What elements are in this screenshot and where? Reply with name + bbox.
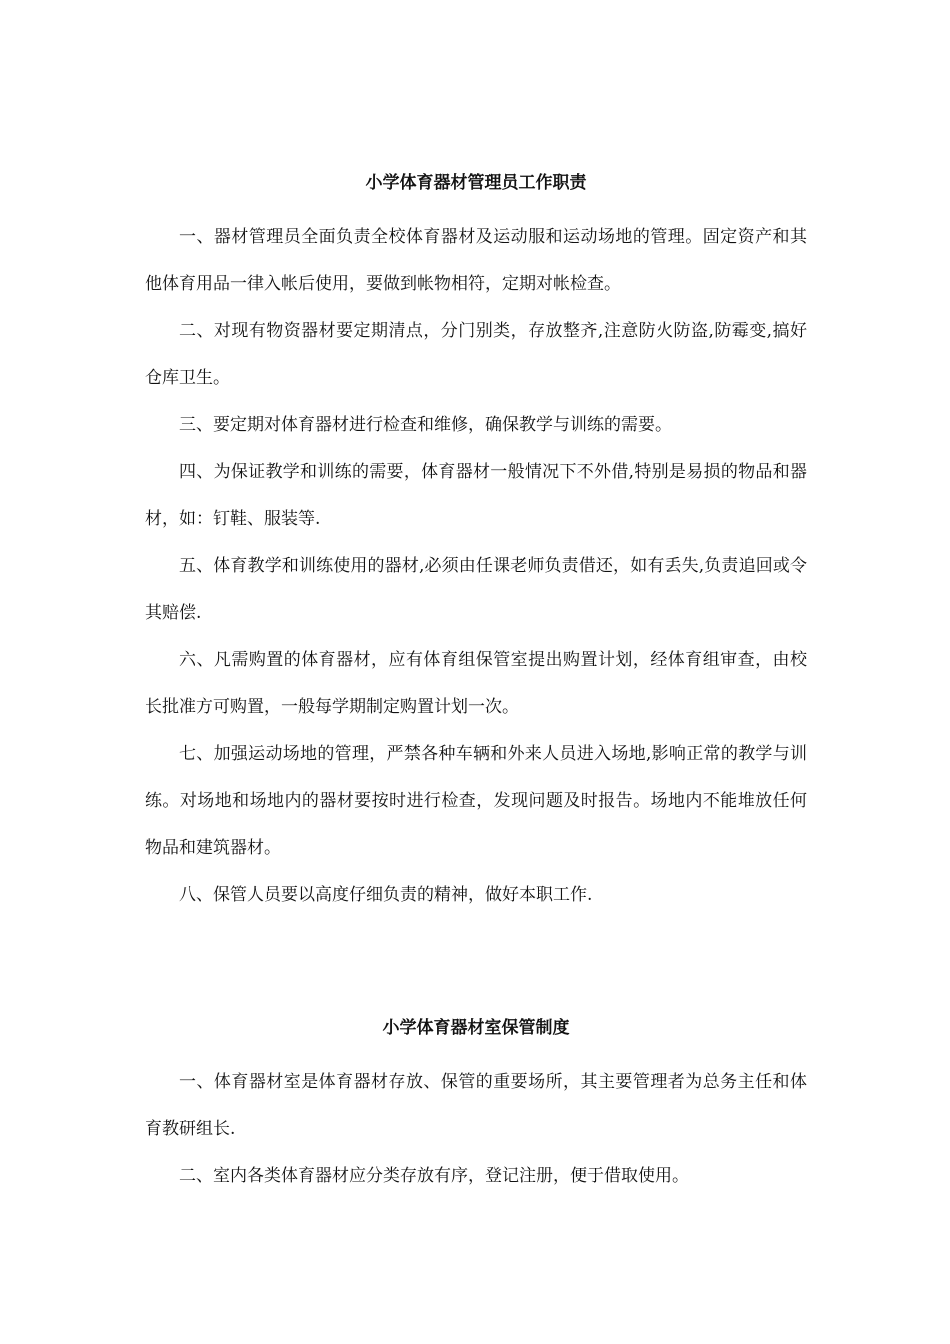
paragraph-2: 二、对现有物资器材要定期清点，分门别类，存放整齐,注意防火防盗,防霉变,搞好仓库卫生。 (145, 321, 807, 388)
paragraph-8: 八、保管人员要以高度仔细负责的精神，做好本职工作. (179, 885, 593, 905)
paragraph-1: 一、体育器材室是体育器材存放、保管的重要场所，其主要管理者为总务主任和体育教研组长. (145, 1072, 807, 1139)
paragraph-4: 四、为保证教学和训练的需要，体育器材一般情况下不外借,特别是易损的物品和器材，如：钉鞋、服装等. (145, 462, 807, 529)
section-equipment-room-rules (145, 1016, 807, 1200)
paragraph-7: 七、加强运动场地的管理，严禁各种车辆和外来人员进入场地,影响正常的教学与训练。对场地和场地内的器材要按时进行检查，发现问题及时报告。场地内不能堆放任何物品和建筑器材。 (145, 744, 807, 858)
paragraph-1: 一、器材管理员全面负责全校体育器材及运动服和运动场地的管理。固定资产和其他体育用品一律入帐后使用，要做到帐物相符，定期对帐检查。 (145, 227, 807, 294)
paragraph-2: 二、室内各类体育器材应分类存放有序，登记注册，便于借取使用。 (179, 1166, 689, 1186)
paragraph-5: 五、体育教学和训练使用的器材,必须由任课老师负责借还，如有丢失,负责追回或令其赔偿. (145, 556, 807, 623)
section-title: 小学体育器材管理员工作职责 (365, 173, 587, 193)
section-title: 小学体育器材室保管制度 (382, 1018, 570, 1038)
section-equipment-manager-duties (145, 171, 807, 919)
paragraph-3: 三、要定期对体育器材进行检查和维修，确保教学与训练的需要。 (179, 415, 672, 435)
paragraph-6: 六、凡需购置的体育器材，应有体育组保管室提出购置计划，经体育组审查，由校长批准方可购置，一般每学期制定购置计划一次。 (145, 650, 807, 717)
